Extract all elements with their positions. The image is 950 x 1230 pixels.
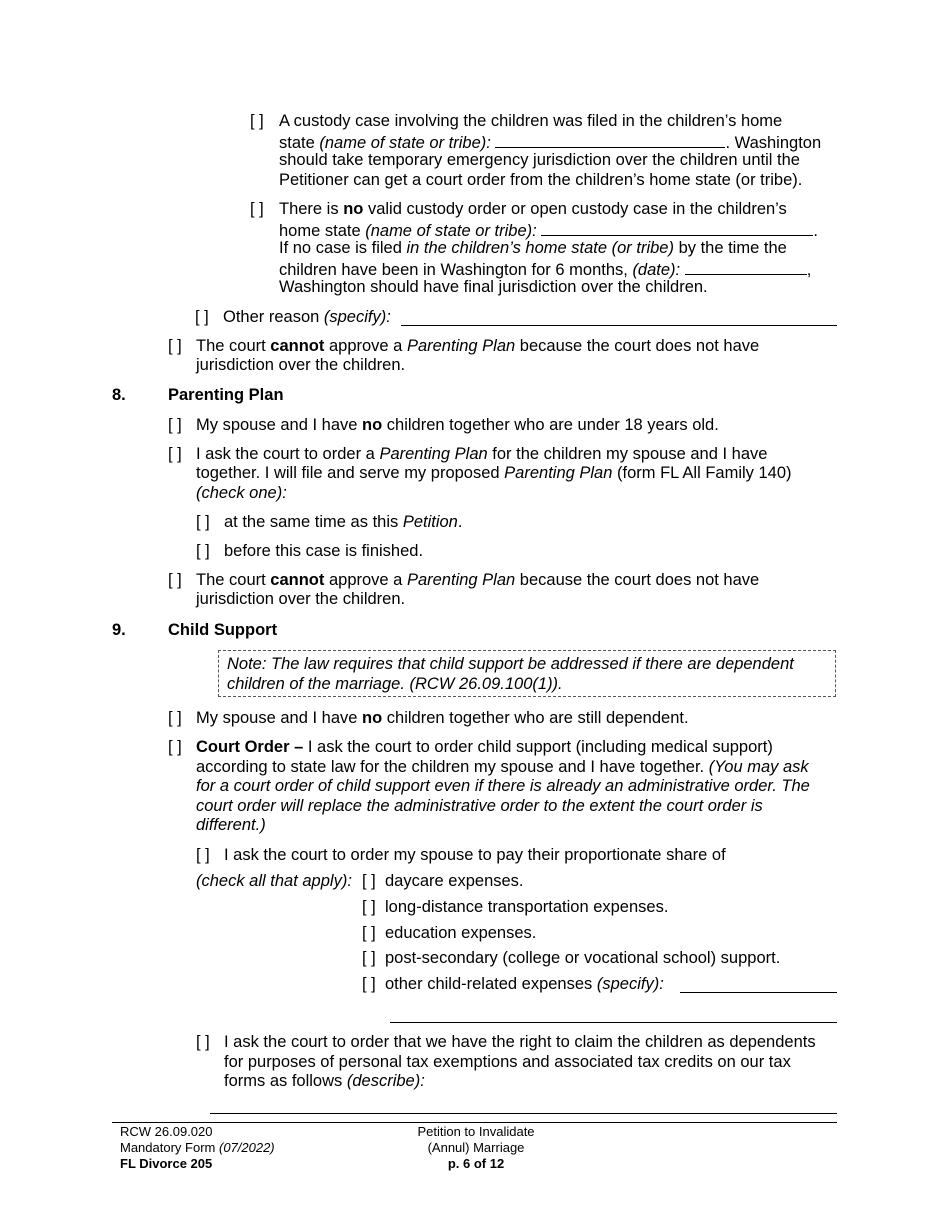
footer-rcw: RCW 26.09.020 bbox=[120, 1124, 213, 1139]
other-expenses-blank-2[interactable] bbox=[390, 1022, 837, 1023]
checkbox[interactable]: [ ] bbox=[168, 738, 182, 756]
note-line1: Note: The law requires that child support be addressed if there are dependent bbox=[227, 655, 794, 673]
no-dependent-text: My spouse and I have no children together who are still dependent. bbox=[196, 709, 689, 727]
checkbox[interactable]: [ ] bbox=[250, 112, 264, 130]
expense-other: other child-related expenses (specify): bbox=[385, 975, 664, 993]
expense-education: education expenses. bbox=[385, 924, 537, 942]
checkbox[interactable]: [ ] bbox=[168, 416, 182, 434]
court-order-line1: Court Order – I ask the court to order child support (including medical support) bbox=[196, 738, 773, 756]
custody-case-line2: state (name of state or tribe): . Washington bbox=[279, 134, 822, 152]
state-name-blank[interactable] bbox=[495, 132, 725, 148]
other-reason-label: Other reason (specify): bbox=[223, 308, 391, 326]
no-order-line3: If no case is filed in the children’s home state (or tribe) by the time the bbox=[279, 239, 787, 257]
section-number: 9. bbox=[112, 621, 126, 639]
checkbox[interactable]: [ ] bbox=[196, 542, 210, 560]
cannot-line2: jurisdiction over the children. bbox=[196, 590, 406, 608]
tax-line1: I ask the court to order that we have the right to claim the children as dependents bbox=[224, 1033, 816, 1051]
custody-case-line4: Petitioner can get a court order from the children’s home state (or tribe). bbox=[279, 171, 803, 189]
checkbox[interactable]: [ ] bbox=[250, 200, 264, 218]
footer-page: p. 6 of 12 bbox=[447, 1156, 505, 1171]
ask-line3: (check one): bbox=[196, 484, 287, 502]
same-time-text: at the same time as this Petition. bbox=[224, 513, 463, 531]
section-title: Parenting Plan bbox=[168, 386, 284, 404]
no-order-line1: There is no valid custody order or open custody case in the children’s bbox=[279, 200, 787, 218]
checkbox[interactable]: [ ] bbox=[362, 924, 376, 942]
checkbox[interactable]: [ ] bbox=[195, 308, 209, 326]
other-expenses-blank[interactable] bbox=[680, 992, 837, 993]
cannot-line2: jurisdiction over the children. bbox=[196, 356, 406, 374]
checkbox[interactable]: [ ] bbox=[362, 975, 376, 993]
note-line2: children of the marriage. (RCW 26.09.100(1)). bbox=[227, 675, 563, 693]
checkbox[interactable]: [ ] bbox=[168, 709, 182, 727]
expense-daycare: daycare expenses. bbox=[385, 872, 524, 890]
court-order-line5: different.) bbox=[196, 816, 266, 834]
custody-case-line3: should take temporary emergency jurisdiction over the children until the bbox=[279, 151, 800, 169]
before-finished-text: before this case is finished. bbox=[224, 542, 424, 560]
checkbox[interactable]: [ ] bbox=[168, 337, 182, 355]
state-name-blank[interactable] bbox=[541, 220, 813, 236]
checkbox[interactable]: [ ] bbox=[196, 1033, 210, 1051]
court-order-line2: according to state law for the children my spouse and I have together. (You may ask bbox=[196, 758, 809, 776]
checkbox[interactable]: [ ] bbox=[362, 898, 376, 916]
footer-mandatory: Mandatory Form (07/2022) bbox=[120, 1140, 275, 1155]
tax-line3: forms as follows (describe): bbox=[224, 1072, 425, 1090]
ask-line1: I ask the court to order a Parenting Plan for the children my spouse and I have bbox=[196, 445, 768, 463]
court-order-line4: court order will replace the administrative order to the extent the court order is bbox=[196, 797, 763, 815]
share-line1: I ask the court to order my spouse to pay their proportionate share of bbox=[224, 846, 726, 864]
section-number: 8. bbox=[112, 386, 126, 404]
footer-form-id: FL Divorce 205 bbox=[120, 1156, 213, 1171]
ask-line2: together. I will file and serve my proposed Parenting Plan (form FL All Family 140) bbox=[196, 464, 792, 482]
footer-rule bbox=[112, 1122, 837, 1123]
tax-line2: for purposes of personal tax exemptions and associated tax credits on our tax bbox=[224, 1053, 791, 1071]
note-box bbox=[218, 650, 836, 697]
check-all-label: (check all that apply): bbox=[196, 872, 352, 890]
describe-blank[interactable] bbox=[210, 1113, 837, 1114]
custody-case-line1: A custody case involving the children was filed in the children’s home bbox=[279, 112, 783, 130]
no-order-line4: children have been in Washington for 6 months, (date): , bbox=[279, 261, 812, 279]
date-blank[interactable] bbox=[685, 259, 807, 275]
checkbox[interactable]: [ ] bbox=[196, 846, 210, 864]
expense-post-secondary: post-secondary (college or vocational school) support. bbox=[385, 949, 781, 967]
no-order-line5: Washington should have final jurisdiction over the children. bbox=[279, 278, 708, 296]
expense-transportation: long-distance transportation expenses. bbox=[385, 898, 669, 916]
other-reason-blank[interactable] bbox=[401, 325, 837, 326]
checkbox[interactable]: [ ] bbox=[196, 513, 210, 531]
checkbox[interactable]: [ ] bbox=[362, 949, 376, 967]
checkbox[interactable]: [ ] bbox=[168, 571, 182, 589]
no-children-text: My spouse and I have no children together who are under 18 years old. bbox=[196, 416, 719, 434]
footer-title-2: (Annul) Marriage bbox=[427, 1140, 525, 1155]
cannot-line1: The court cannot approve a Parenting Plan because the court does not have bbox=[196, 337, 760, 355]
court-order-line3: for a court order of child support even if there is already an administrative order. The bbox=[196, 777, 810, 795]
checkbox[interactable]: [ ] bbox=[362, 872, 376, 890]
footer-title-1: Petition to Invalidate bbox=[417, 1124, 535, 1139]
no-order-line2: home state (name of state or tribe): . bbox=[279, 222, 818, 240]
checkbox[interactable]: [ ] bbox=[168, 445, 182, 463]
cannot-line1: The court cannot approve a Parenting Plan because the court does not have bbox=[196, 571, 760, 589]
section-title: Child Support bbox=[168, 621, 278, 639]
